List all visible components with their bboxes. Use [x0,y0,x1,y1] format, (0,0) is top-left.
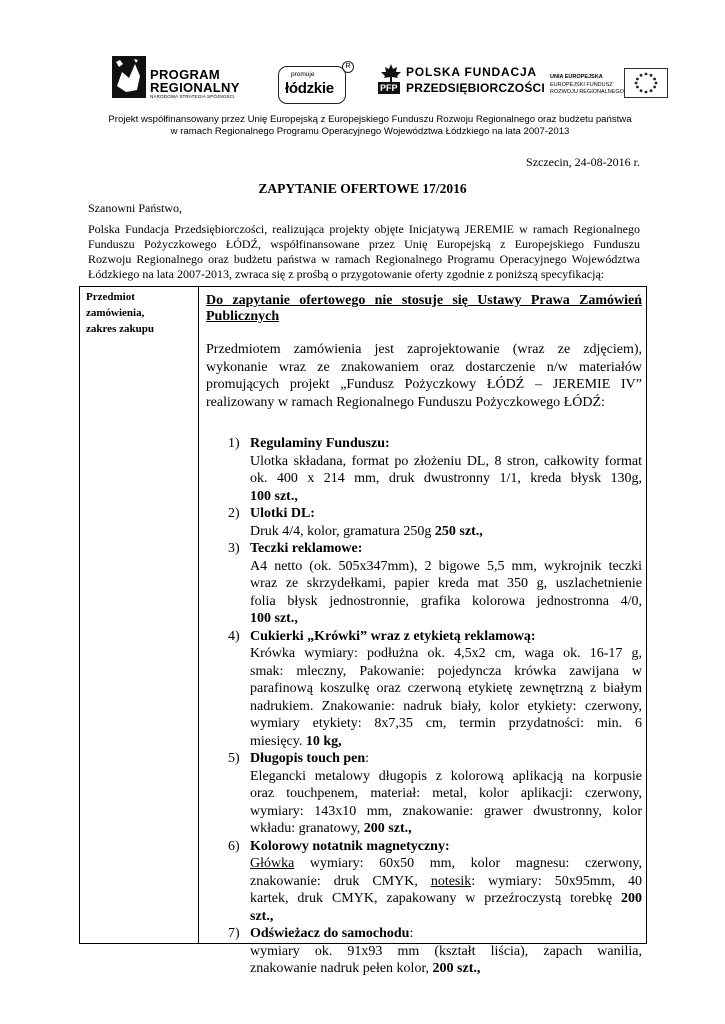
item-line: wymiary ok. 91x93 mm (kształt liścia), zapach wanilia, [250,943,642,959]
item-heading-colon: : [409,926,414,941]
item-heading-wrap [250,925,642,943]
funding-note-line1: Projekt współfinansowany przez Unię Europejską z Europejskiego Funduszu Rozwoju Regionalnego oraz budżetu państwa [108,114,632,125]
item-text: kartek, druk CMYK, zapakowany w przeźroczystą torebkę [250,891,621,906]
description-line: realizowany w ramach Regionalnego Funduszu Pożyczkowego ŁÓDŹ: [206,394,605,410]
item-line: A4 netto (ok. 505x347mm), 2 bigowe 5,5 mm, wykrojnik teczki [250,558,642,574]
item-line [250,820,642,838]
program-line2: REGIONALNY [150,80,240,95]
program-tagline: NARODOWA STRATEGIA SPÓJNOŚCI [150,94,235,99]
item-line: wraz ze skrzydełkami, papier kreda mat 350 g, uszlachetnienie [250,576,642,591]
item-line [250,855,642,873]
item-text: znakowanie: druk CMYK, [250,873,431,889]
item-number: 6) [228,838,240,854]
item-line [250,523,642,541]
item-heading: Teczki reklamowe: [250,541,363,556]
item-quantity: 250 szt., [434,523,483,539]
pfp-line2: PRZEDSIĘBIORCZOŚCI [406,81,545,95]
subject-label [86,289,194,337]
item-number: 2) [228,506,240,521]
list-item [206,838,642,926]
eu-line2: EUROPEJSKI FUNDUSZ [550,82,613,88]
item-quantity: 200 [621,891,642,906]
heading-line: Publicznych [206,309,280,324]
item-quantity: 200 szt., [432,961,481,976]
item-quantity: 100 szt., [250,488,298,504]
item-text: : wymiary: 50x95mm, 40 [471,873,642,889]
item-heading: Kolorowy notatnik magnetyczny: [250,838,450,854]
promuje-lodzkie-logo [278,52,356,104]
item-line [250,733,642,751]
lodzkie-small-text: promuje [291,71,315,78]
intro-line: Polska Fundacja Przedsiębiorczości, realizująca projekty objęte Inicjatywą JEREMIE w ramach Regionalnego [88,222,640,236]
item-number: 7) [228,926,240,941]
description-line: Przedmiotem zamówienia jest zaprojektowanie (wraz ze zdjęciem), [206,342,642,357]
pfp-line1: POLSKA FUNDACJA [406,65,537,79]
description-line: wykonanie wraz ze znakowaniem oraz dostarczenie n/w materiałów [206,359,642,375]
program-line1: PROGRAM [150,67,220,82]
item-line: nadrukiem. Znakowanie: nadruk biały, kolor etykiety: czerwony, [250,698,642,714]
logo-bar [112,52,672,104]
item-line: ok. 400 x 214 mm, druk dwustronny 1/1, kreda błysk 130g, [250,471,642,486]
subject-label-line: zamówienia, [86,307,145,319]
subject-label-line: Przedmiot [86,291,135,303]
item-line [250,873,642,891]
item-line: Krówka wymiary: podłużna ok. 4,5x2 cm, waga ok. 16-17 g, [250,646,642,661]
intro-line: Funduszu Pożyczkowego ŁÓDŹ, współfinansowane przez Unię Europejską z Europejskiego Funduszu [88,237,640,251]
list-item [206,628,642,751]
document-date: Szczecin, 24-08-2016 r. [526,155,640,169]
item-number: 3) [228,541,240,556]
heading-line: Do zapytanie ofertowego nie stosuje się Ustawy Prawa Zamówień [206,293,642,308]
description-line: promujących projekt „Fundusz Pożyczkowy ŁÓDŹ – JEREMIE IV” [206,377,642,392]
item-text: wkładu: granatowy, [250,821,364,836]
item-heading: Odświeżacz do samochodu [250,926,410,941]
document-title: ZAPYTANIE OFERTOWE 17/2016 [258,181,467,196]
list-item [206,540,642,628]
order-description [206,341,642,411]
item-heading: Regulaminy Funduszu: [250,436,390,451]
item-text: miesięcy. [250,733,306,749]
specification-table [79,286,647,976]
pfp-logo [378,52,558,104]
item-text: wymiary: 60x50 mm, kolor magnesu: czerwony, [294,856,642,871]
eu-line1: UNIA EUROPEJSKA [550,74,603,80]
item-heading-colon: : [365,751,370,766]
lodzkie-badge [278,66,346,104]
item-line: folia błysk jednostronnie, grafika kolorowa jednostronna 4/0, [250,593,642,609]
eu-logo [546,52,672,104]
item-heading-wrap [250,750,642,768]
item-line: wymiary: 143x10 mm, znakowanie: grawer dwustronny, kolor [250,803,642,819]
subject-label-line: zakres zakupu [86,323,154,335]
item-text: znakowanie nadruk pełen kolor, [250,961,433,976]
list-item [206,505,642,540]
intro-line: Łódzkiego na lata 2007-2013, zwraca się z prośbą o przygotowanie oferty zgodnie z poniższą specyfikacją: [88,267,605,281]
list-item [206,750,642,838]
item-number: 4) [228,628,240,644]
item-line: smak: mleczny, Pakowanie: pojedyncza krówka zawijana w [250,663,642,679]
intro-line: Rozwoju Regionalnego oraz budżetu państwa w ramach Regionalnego Programu Operacyjnego Województwa [88,252,640,266]
maple-leaf-icon [380,64,402,82]
materials-list [206,435,642,978]
item-line: wymiary etykiety: 8x7,35 cm, termin przydatności: min. 6 [250,716,642,731]
poland-map-icon [112,56,146,98]
registered-mark-icon: R [342,61,354,73]
pfp-badge: PFP [380,83,398,93]
item-heading: Długopis touch pen [250,751,366,766]
item-line [250,890,642,908]
eu-line3: ROZWOJU REGIONALNEGO [550,89,624,95]
subject-content [206,293,642,978]
greeting: Szanowni Państwo, [88,201,182,215]
item-line: oraz touchpenem, materiał: metal, kolor aplikacji: czerwony, [250,786,642,801]
item-line: Ulotka składana, format po złożeniu DL, 8 stron, całkowity format [250,453,642,469]
item-heading: Cukierki „Krówki” wraz z etykietą reklamową: [250,628,536,644]
intro-paragraph [88,222,640,282]
list-item [206,925,642,978]
item-underlined-text: notesik [430,873,472,889]
legal-notice-heading [206,293,642,325]
item-quantity: 100 szt., [250,611,298,626]
item-line: Elegancki metalowy długopis z kolorową aplikacją na korpusie [250,768,642,784]
item-quantity-unit: szt., [250,908,274,924]
item-line [250,960,642,978]
column-divider [198,287,199,943]
item-text: Druk 4/4, kolor, gramatura 250g [250,523,435,539]
item-heading: Ulotki DL: [250,506,315,521]
item-number: 1) [228,436,240,451]
lodzkie-big-text: łódzkie [285,80,334,97]
item-quantity: 10 kg, [305,733,342,749]
program-regionalny-logo [112,52,262,104]
item-number: 5) [228,751,240,766]
item-underlined-text: Główka [250,856,295,871]
item-line: parafinową koszulkę oraz czerwoną etykietę zewnętrzną z białym [250,681,642,696]
funding-note-line2: w ramach Regionalnego Programu Operacyjnego Województwa Łódzkiego na lata 2007-2013 [170,126,570,137]
item-quantity: 200 szt., [363,821,412,836]
eu-flag-icon [624,68,668,98]
list-item [206,435,642,505]
